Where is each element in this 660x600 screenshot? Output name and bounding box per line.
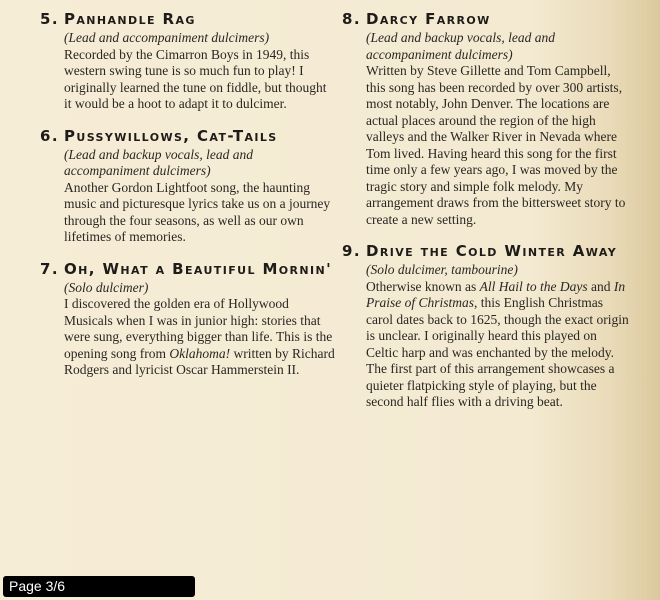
track-name: Oh, What a Beautiful Mornin' — [64, 259, 333, 278]
track-description: I discovered the golden era of Hollywood Musicals when I was in junior high: stories that were sung, everything bigger than life. This is the opening song from Oklahoma! written by Richard Rodgers and lyricist Oscar Hammerstein II. — [64, 296, 335, 377]
right-column — [342, 8, 632, 423]
track-title — [342, 8, 632, 30]
track-number: 7. — [40, 259, 59, 278]
track-title — [342, 240, 632, 262]
track-number: 5. — [40, 10, 59, 28]
track-instrumentation: (Lead and accompaniment dulcimers) — [64, 30, 270, 45]
page-indicator: Page 3/6 — [3, 576, 195, 597]
track-5 — [40, 8, 335, 113]
track-instrumentation: (Solo dulcimer) — [64, 279, 149, 295]
track-description: Recorded by the Cimarron Boys in 1949, this western swing tune is so much fun to play! I originally learned the tune on fiddle, but thought it would be a hoot to adapt it to dulcimer. — [64, 46, 327, 111]
track-description: Another Gordon Lightfoot song, the haunting music and picturesque lyrics take us on a journey through the four seasons, as well as our own lifetimes of memories. — [64, 179, 331, 244]
track-6 — [40, 125, 335, 246]
track-name: Drive the Cold Winter Away — [366, 242, 618, 260]
track-number: 8. — [342, 10, 361, 28]
track-instrumentation: (Lead and backup vocals, lead and accompaniment dulcimers) — [64, 146, 253, 178]
track-number: 9. — [342, 242, 361, 260]
track-7 — [40, 258, 335, 379]
track-title — [40, 125, 335, 147]
track-instrumentation: (Solo dulcimer, tambourine) — [366, 262, 518, 277]
track-description: Otherwise known as All Hail to the Days and In Praise of Christmas, this English Christmas carol dates back to 1625, though the exact origin is unclear. I originally heard this played on Celtic harp and was enchanted by the melody. The first part of this arrangement showcases a quieter flatpicking style of playing, but the second half flies with a driving beat. — [366, 278, 629, 409]
track-name: Pussywillows, Cat-Tails — [64, 126, 278, 145]
left-column — [40, 8, 335, 391]
track-title — [40, 8, 335, 30]
track-name: Panhandle Rag — [64, 10, 196, 28]
track-title — [40, 258, 335, 280]
track-8 — [342, 8, 632, 228]
track-description: Written by Steve Gillette and Tom Campbell, this song has been recorded by over 300 artists, most notably, John Denver. The locations are actual places around the region of the high valleys and the Walker River in Nevada where Tom lived. Having heard this song for the first time only a few years ago, I was moved by the tragic story and simple folk melody. My arrangement draws from the bittersweet story to create a new setting. — [366, 63, 626, 227]
track-name: Darcy Farrow — [366, 10, 491, 28]
track-number: 6. — [40, 126, 59, 145]
track-9 — [342, 240, 632, 411]
track-instrumentation: (Lead and backup vocals, lead and accompaniment dulcimers) — [366, 30, 555, 62]
